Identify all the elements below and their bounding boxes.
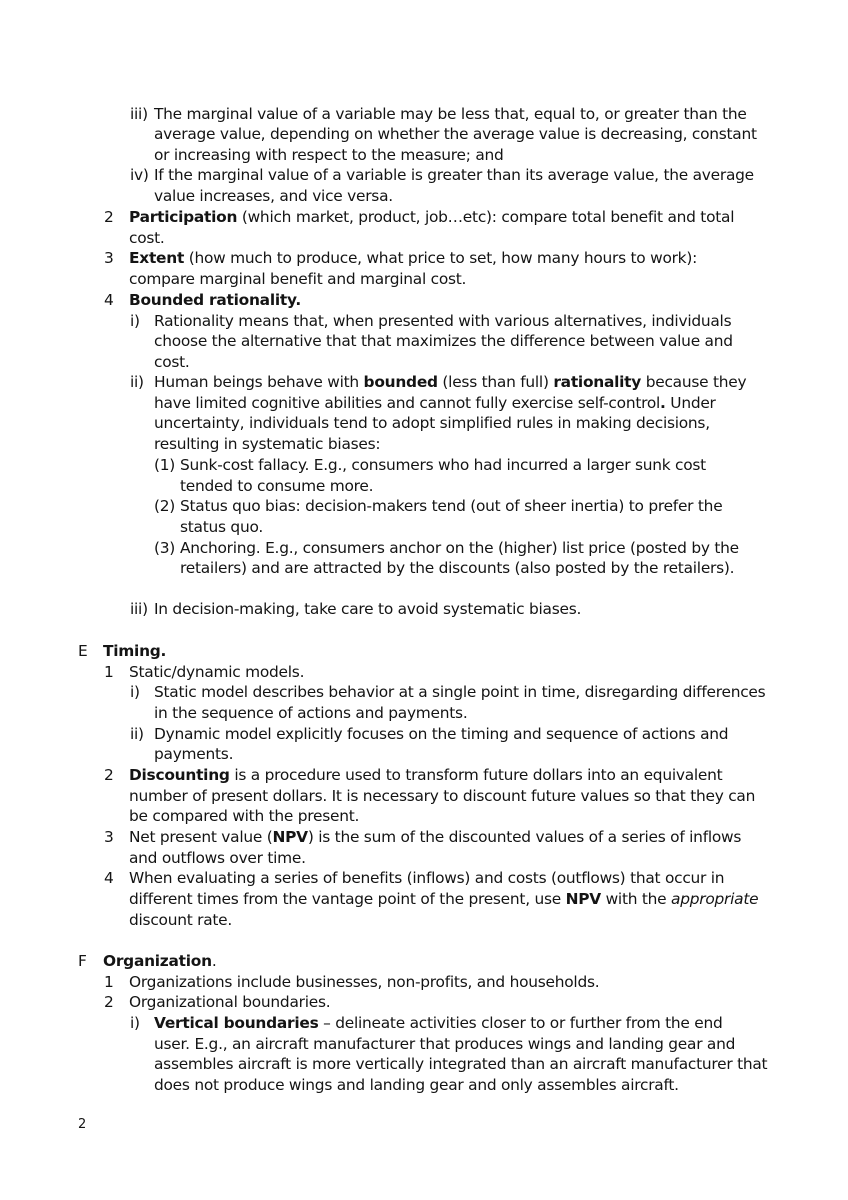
text-line: choose the alternative that that maximizes the difference between value and <box>154 332 733 350</box>
section-heading: Timing. <box>103 642 167 660</box>
text-span: – delineate activities closer to or further from the end <box>318 1014 723 1032</box>
section-marker: F <box>78 952 87 970</box>
term: Vertical boundaries <box>154 1014 319 1032</box>
text-span: . <box>660 394 666 412</box>
text-line: user. E.g., an aircraft manufacturer that produces wings and landing gear and <box>154 1035 736 1053</box>
text-line: cost. <box>154 353 190 371</box>
item-marker: (1) <box>154 456 176 474</box>
text-span: with the <box>600 890 672 908</box>
text-span: is a procedure used to transform future dollars into an equivalent <box>229 766 723 784</box>
item-marker: 4 <box>104 291 114 309</box>
item-marker: 2 <box>104 766 114 784</box>
text-line: If the marginal value of a variable is greater than its average value, the average <box>154 166 754 184</box>
text-span: (which market, product, job…etc): compare total benefit and total <box>237 208 735 226</box>
text-line: Static/dynamic models. <box>129 663 305 681</box>
text-span: Net present value ( <box>129 828 273 846</box>
text-line <box>154 393 716 414</box>
text-line: In decision-making, take care to avoid systematic biases. <box>154 600 582 618</box>
term: NPV <box>272 828 308 846</box>
text-line: Organizational boundaries. <box>129 993 331 1011</box>
text-span: (less than full) <box>437 373 554 391</box>
text-span: (how much to produce, what price to set, how many hours to work): <box>184 249 698 267</box>
term: Participation <box>129 208 238 226</box>
item-marker: 2 <box>104 993 114 1011</box>
text-line: cost. <box>129 229 165 247</box>
text-line: uncertainty, individuals tend to adopt simplified rules in making decisions, <box>154 414 710 432</box>
item-marker: (2) <box>154 497 176 515</box>
term: rationality <box>553 373 642 391</box>
item-marker: iii) <box>130 600 148 618</box>
text-span: because they <box>641 373 747 391</box>
text-span: Human beings behave with <box>154 373 364 391</box>
text-line <box>129 827 741 848</box>
item-marker: i) <box>130 1014 140 1032</box>
text-line: value increases, and vice versa. <box>154 187 393 205</box>
text-span: ) is the sum of the discounted values of a series of inflows <box>307 828 742 846</box>
section-marker: E <box>78 642 88 660</box>
text-line: does not produce wings and landing gear and only assembles aircraft. <box>154 1076 679 1094</box>
item-marker: 3 <box>104 828 114 846</box>
text-line: number of present dollars. It is necessary to discount future values so that they can <box>129 787 756 805</box>
item-marker: 4 <box>104 869 114 887</box>
text-line: The marginal value of a variable may be less that, equal to, or greater than the <box>154 105 747 123</box>
text-line: resulting in systematic biases: <box>154 435 381 453</box>
text-line: payments. <box>154 745 234 763</box>
text-line: Dynamic model explicitly focuses on the timing and sequence of actions and <box>154 725 729 743</box>
item-marker: i) <box>130 683 140 701</box>
term: NPV <box>565 890 601 908</box>
text-line: compare marginal benefit and marginal cost. <box>129 270 467 288</box>
text-span: have limited cognitive abilities and cannot fully exercise self-control <box>154 394 661 412</box>
text-line: assembles aircraft is more vertically integrated than an aircraft manufacturer that <box>154 1055 768 1073</box>
text-line: status quo. <box>180 518 263 536</box>
text-line: and outflows over time. <box>129 849 306 867</box>
page-number: 2 <box>78 1117 87 1132</box>
text-line: discount rate. <box>129 911 233 929</box>
item-marker: 2 <box>104 208 114 226</box>
text-line: Rationality means that, when presented with various alternatives, individuals <box>154 312 732 330</box>
item-marker: (3) <box>154 539 176 557</box>
text-span: different times from the vantage point of the present, use <box>129 890 566 908</box>
term: Extent <box>129 249 185 267</box>
text-line: Sunk-cost fallacy. E.g., consumers who had incurred a larger sunk cost <box>180 456 706 474</box>
text-line: Anchoring. E.g., consumers anchor on the (higher) list price (posted by the <box>180 539 739 557</box>
text-line <box>129 765 722 786</box>
item-marker: ii) <box>130 373 144 391</box>
term: Organization <box>103 952 212 970</box>
text-line: or increasing with respect to the measure; and <box>154 146 504 164</box>
item-marker: iv) <box>130 166 149 184</box>
text-line: be compared with the present. <box>129 807 360 825</box>
text-span: Under <box>665 394 716 412</box>
text-line: in the sequence of actions and payments. <box>154 704 468 722</box>
term: bounded <box>363 373 438 391</box>
text-line: Organizations include businesses, non-profits, and households. <box>129 973 600 991</box>
section-heading: Bounded rationality. <box>129 291 301 309</box>
text-line <box>129 207 734 228</box>
text-line <box>154 1013 723 1034</box>
text-line <box>129 248 697 269</box>
text-line: tended to consume more. <box>180 477 374 495</box>
term: Discounting <box>129 766 230 784</box>
item-marker: ii) <box>130 725 144 743</box>
text-line: When evaluating a series of benefits (inflows) and costs (outflows) that occur in <box>129 869 725 887</box>
text-line: retailers) and are attracted by the discounts (also posted by the retailers). <box>180 559 735 577</box>
item-marker: 1 <box>104 663 114 681</box>
text-line: average value, depending on whether the average value is decreasing, constant <box>154 125 757 143</box>
item-marker: i) <box>130 312 140 330</box>
section-heading <box>103 951 216 972</box>
text-line <box>154 372 746 393</box>
text-span: . <box>211 952 217 970</box>
emphasis: appropriate <box>671 890 759 908</box>
text-line: Status quo bias: decision-makers tend (out of sheer inertia) to prefer the <box>180 497 723 515</box>
text-line <box>129 889 758 910</box>
item-marker: iii) <box>130 105 148 123</box>
item-marker: 3 <box>104 249 114 267</box>
text-line: Static model describes behavior at a single point in time, disregarding differences <box>154 683 766 701</box>
item-marker: 1 <box>104 973 114 991</box>
